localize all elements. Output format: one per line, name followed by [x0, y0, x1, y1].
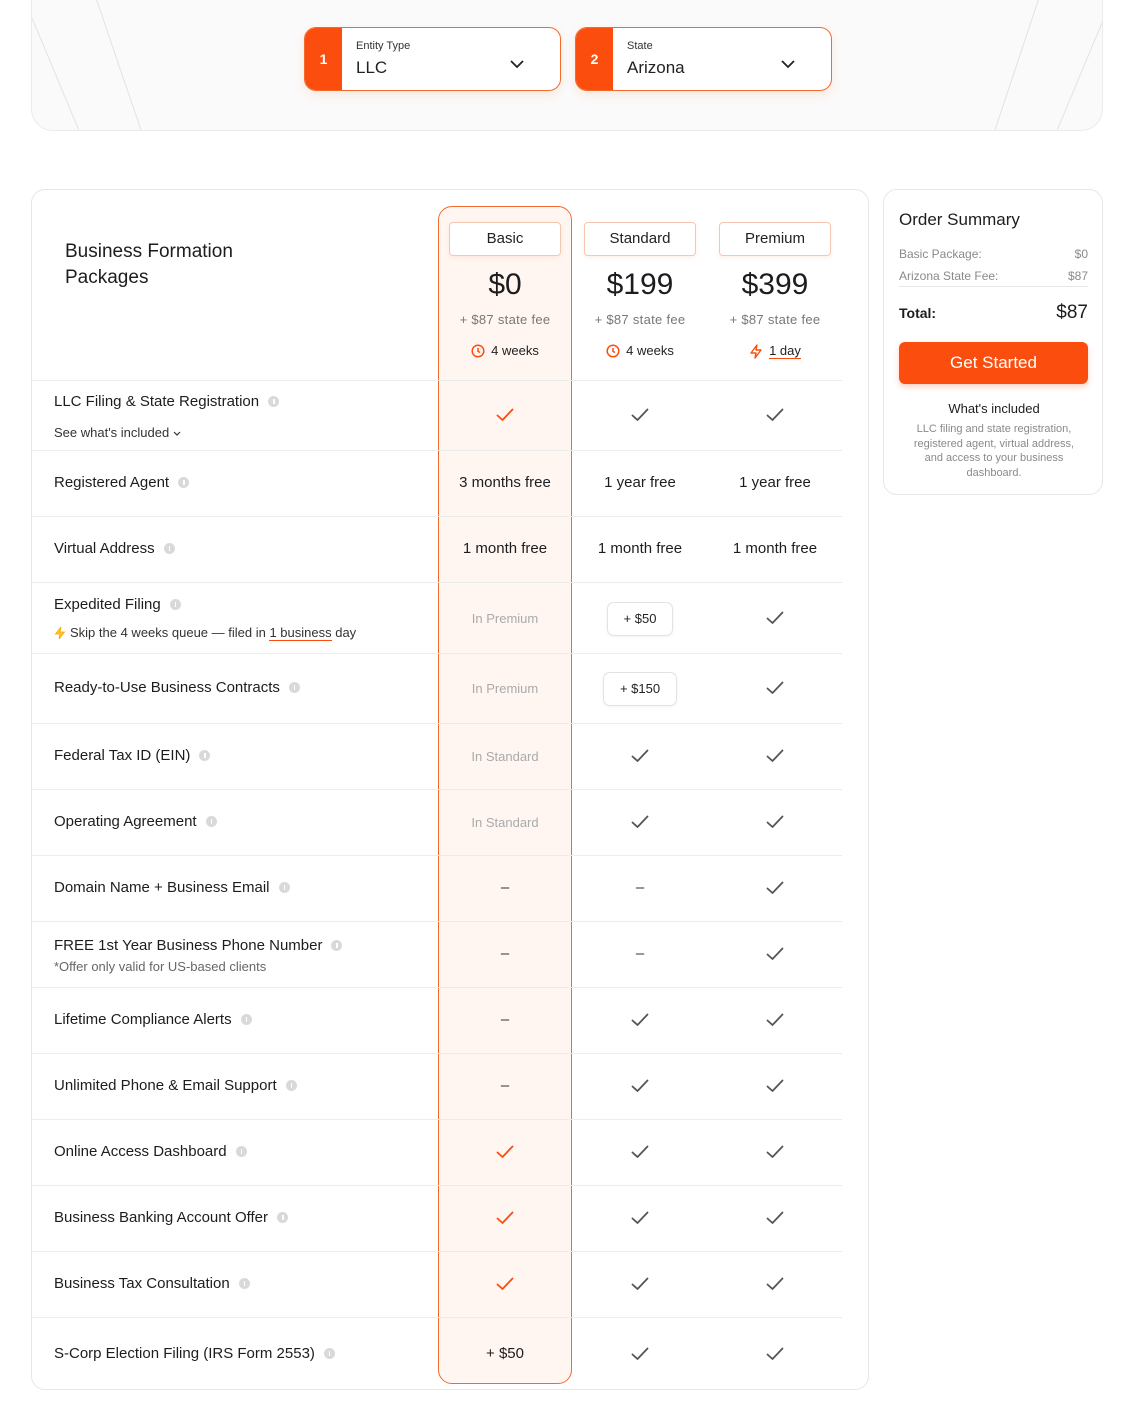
feature-label-text: Business Banking Account Offer [54, 1209, 269, 1226]
not-included: – [500, 879, 510, 896]
check-icon [766, 681, 784, 695]
plan-state-fee: + $87 state fee [459, 312, 551, 327]
feature-label [54, 679, 300, 696]
check-icon [766, 1079, 784, 1093]
addon-button[interactable]: + $150 [603, 672, 677, 706]
feature-label [54, 1209, 288, 1226]
info-icon[interactable] [286, 1080, 297, 1091]
plan-value: 1 month free [597, 540, 683, 557]
feature-row [32, 380, 842, 450]
entity-type-value: LLC [356, 58, 388, 77]
feature-label-text: S-Corp Election Filing (IRS Form 2553) [54, 1345, 315, 1362]
feature-label [54, 747, 210, 764]
clock-icon [471, 344, 485, 358]
included-check [573, 1211, 707, 1229]
not-included: – [500, 945, 510, 962]
entity-type-select[interactable] [304, 27, 561, 91]
included-check [438, 1145, 572, 1163]
not-included: – [635, 945, 645, 962]
included-in-plan: In Premium [471, 610, 539, 626]
feature-row [32, 653, 842, 723]
check-icon [766, 749, 784, 763]
packages-title: Business Formation Packages [65, 241, 233, 288]
plan-state-fee: + $87 state fee [594, 312, 686, 327]
feature-row [32, 1053, 842, 1119]
info-icon[interactable] [268, 396, 279, 407]
info-icon[interactable] [331, 940, 342, 951]
check-icon [766, 611, 784, 625]
not-included: – [500, 1077, 510, 1094]
included-check [438, 408, 572, 426]
clock-icon [606, 344, 620, 358]
step-number: 2 [576, 28, 613, 90]
check-icon [631, 749, 649, 763]
plan-value: 1 year free [739, 474, 811, 491]
check-icon [766, 1277, 784, 1291]
feature-label [54, 1143, 247, 1160]
plan-value: 3 months free [459, 474, 551, 491]
feature-label-text: LLC Filing & State Registration [54, 393, 260, 410]
feature-label [54, 540, 175, 557]
feature-row [32, 723, 842, 789]
plan-time [584, 343, 696, 358]
feature-row [32, 921, 842, 987]
feature-note: *Offer only valid for US-based clients [54, 959, 267, 974]
info-icon[interactable] [178, 477, 189, 488]
summary-divider [899, 286, 1088, 287]
feature-label [54, 1077, 297, 1094]
plan-delivery-time: 4 weeks [626, 343, 674, 358]
feature-row [32, 1119, 842, 1185]
included-check [708, 1145, 842, 1163]
step-number: 1 [305, 28, 342, 90]
plan-value: 1 month free [462, 540, 548, 557]
included-check [573, 1347, 707, 1365]
info-icon[interactable] [164, 543, 175, 554]
check-icon [496, 1277, 514, 1291]
summary-line-state-fee [899, 269, 1088, 283]
included-check [708, 611, 842, 629]
included-check [708, 881, 842, 899]
state-value: Arizona [627, 58, 685, 77]
background-decoration [32, 0, 1103, 131]
plan-name-tab[interactable]: Standard [584, 222, 696, 256]
plan-time [449, 343, 561, 358]
included-in-plan: In Standard [471, 749, 539, 764]
check-icon [496, 408, 514, 422]
included-check [708, 681, 842, 699]
included-check [708, 1211, 842, 1229]
addon-option [573, 672, 707, 706]
feature-row [32, 516, 842, 582]
included-check [573, 749, 707, 767]
included-check [573, 408, 707, 426]
included-check [438, 1277, 572, 1295]
not-included: – [500, 1011, 510, 1028]
feature-label-text: Registered Agent [54, 474, 170, 491]
check-icon [496, 1211, 514, 1225]
feature-label-text: Online Access Dashboard [54, 1143, 227, 1160]
selector-band [31, 0, 1103, 131]
feature-row [32, 1185, 842, 1251]
whats-included-text: LLC filing and state registration, registered agent, virtual address, and access to your business dashboard. [913, 423, 1075, 479]
included-check [573, 1013, 707, 1031]
note-suffix: day [331, 625, 357, 640]
included-check [708, 1079, 842, 1097]
plan-premium[interactable] [719, 222, 831, 359]
total-value: $87 [1056, 302, 1088, 323]
info-icon[interactable] [289, 682, 300, 693]
note-highlight: 1 business [269, 625, 332, 640]
entity-type-label: Entity Type [356, 40, 411, 52]
plan-value: + $50 [486, 1345, 524, 1362]
plan-delivery-time: 1 day [769, 343, 801, 358]
chevron-down-icon [173, 431, 181, 437]
check-icon [766, 947, 784, 961]
check-icon [631, 1347, 649, 1361]
plan-name-tab[interactable]: Premium [719, 222, 831, 256]
feature-label [54, 1011, 252, 1028]
included-check [708, 1347, 842, 1365]
check-icon [631, 1145, 649, 1159]
check-icon [766, 1347, 784, 1361]
check-icon [631, 1277, 649, 1291]
chevron-down-icon [510, 60, 524, 69]
feature-label-text: Ready-to-Use Business Contracts [54, 679, 280, 696]
see-whats-included-text: See what's included [54, 425, 170, 440]
plan-delivery-time: 4 weeks [491, 343, 539, 358]
summary-line-label: Arizona State Fee: [899, 269, 999, 283]
feature-label-text: Domain Name + Business Email [54, 879, 270, 896]
feature-label-text: Virtual Address [54, 540, 155, 557]
included-check [573, 815, 707, 833]
feature-label-text: FREE 1st Year Business Phone Number [54, 937, 323, 954]
included-check [708, 749, 842, 767]
feature-note [54, 625, 356, 640]
summary-line-value: $87 [1067, 269, 1088, 283]
feature-row [32, 789, 842, 855]
included-check [708, 947, 842, 965]
chevron-down-icon [781, 60, 795, 69]
order-summary [883, 189, 1103, 495]
plan-name-tab[interactable]: Basic [449, 222, 561, 256]
summary-total [899, 302, 1088, 324]
feature-label [54, 1275, 250, 1292]
plan-price: $399 [741, 268, 809, 301]
plan-price: $0 [488, 268, 522, 301]
feature-row [32, 855, 842, 921]
summary-line-value: $0 [1074, 247, 1088, 261]
not-included: – [635, 879, 645, 896]
feature-label-text: Federal Tax ID (EIN) [54, 747, 191, 764]
plan-value: 1 month free [732, 540, 818, 557]
info-icon[interactable] [277, 1212, 288, 1223]
summary-title: Order Summary [899, 210, 1020, 229]
feature-row [32, 987, 842, 1053]
plan-time [719, 343, 831, 359]
addon-button[interactable]: + $50 [607, 602, 674, 636]
feature-row [32, 582, 842, 653]
included-check [708, 815, 842, 833]
check-icon [766, 815, 784, 829]
whats-included-title: What's included [948, 401, 1040, 416]
check-icon [766, 408, 784, 422]
feature-row [32, 1251, 842, 1317]
check-icon [496, 1145, 514, 1159]
feature-label-text: Expedited Filing [54, 596, 161, 613]
total-label: Total: [899, 305, 937, 321]
note-prefix: Skip the 4 weeks queue — filed in [70, 625, 270, 640]
included-check [573, 1079, 707, 1097]
included-check [708, 408, 842, 426]
plan-state-fee: + $87 state fee [729, 312, 821, 327]
included-check [708, 1013, 842, 1031]
packages-table [31, 189, 869, 1390]
state-label: State [627, 40, 653, 52]
feature-label-text: Operating Agreement [54, 813, 197, 830]
see-whats-included-link[interactable] [54, 425, 181, 440]
feature-label-text: Business Tax Consultation [54, 1275, 230, 1292]
info-icon[interactable] [199, 750, 210, 761]
summary-line-package [899, 247, 1088, 261]
included-in-plan: In Premium [471, 681, 539, 696]
feature-label-text: Unlimited Phone & Email Support [54, 1077, 277, 1094]
info-icon[interactable] [239, 1278, 250, 1289]
feature-label [54, 1345, 335, 1362]
info-icon[interactable] [206, 816, 217, 827]
feature-label [54, 879, 290, 896]
feature-label [54, 393, 279, 410]
check-icon [766, 1145, 784, 1159]
get-started-button[interactable]: Get Started [899, 342, 1088, 384]
plan-value: 1 year free [604, 474, 676, 491]
info-icon[interactable] [241, 1014, 252, 1025]
feature-label [54, 596, 181, 613]
info-icon[interactable] [170, 599, 181, 610]
lightning-icon [54, 626, 66, 640]
info-icon[interactable] [236, 1146, 247, 1157]
info-icon[interactable] [324, 1348, 335, 1359]
state-select[interactable] [575, 27, 832, 91]
check-icon [631, 815, 649, 829]
addon-option [573, 602, 707, 636]
feature-label [54, 474, 189, 491]
check-icon [766, 1013, 784, 1027]
included-check [573, 1277, 707, 1295]
feature-label-text: Lifetime Compliance Alerts [54, 1011, 232, 1028]
feature-label [54, 813, 217, 830]
summary-line-label: Basic Package: [899, 247, 982, 261]
feature-label [54, 937, 342, 954]
info-icon[interactable] [279, 882, 290, 893]
plan-basic[interactable] [449, 222, 561, 358]
included-check [438, 1211, 572, 1229]
included-in-plan: In Standard [471, 815, 539, 830]
included-check [708, 1277, 842, 1295]
plan-standard[interactable] [584, 222, 696, 358]
check-icon [766, 881, 784, 895]
check-icon [766, 1211, 784, 1225]
check-icon [631, 1013, 649, 1027]
plan-price: $199 [606, 268, 674, 301]
feature-row [32, 1317, 842, 1391]
bolt-icon [749, 344, 763, 359]
check-icon [631, 408, 649, 422]
included-check [573, 1145, 707, 1163]
check-icon [631, 1079, 649, 1093]
feature-row [32, 450, 842, 516]
check-icon [631, 1211, 649, 1225]
